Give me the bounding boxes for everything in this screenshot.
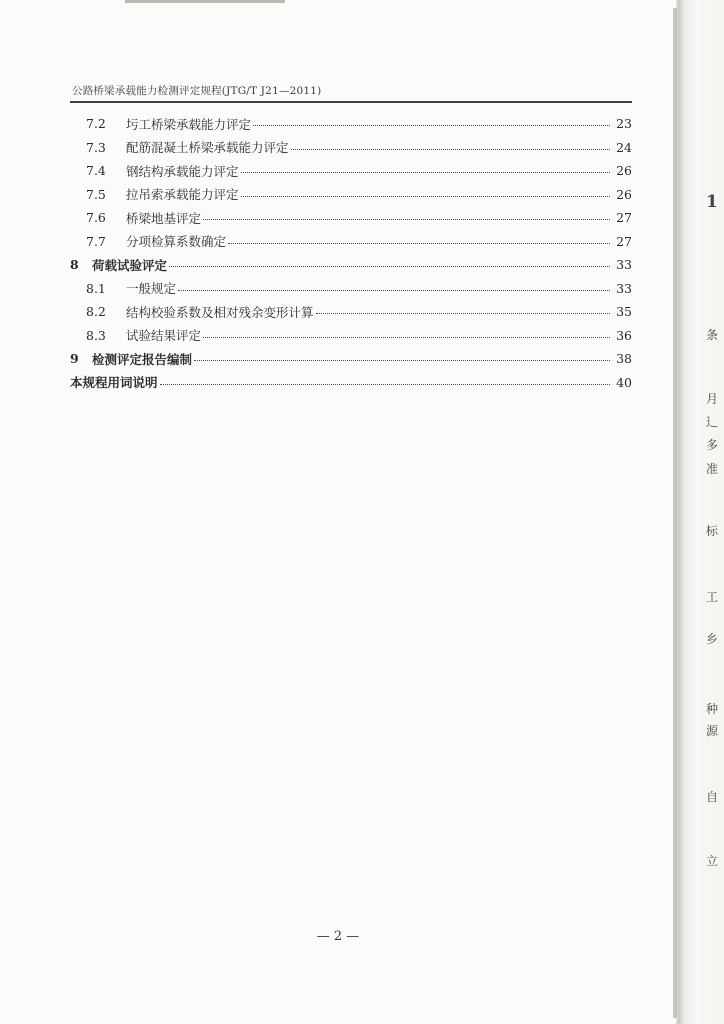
toc-entry-title: 本规程用词说明 [70, 375, 158, 391]
toc-entry-number: 9 [70, 351, 79, 367]
toc-entry-number: 8.2 [86, 304, 106, 320]
toc-entry-title: 钢结构承载能力评定 [126, 163, 239, 179]
page-number: — 2 — [316, 929, 360, 944]
facing-page-glyph: 乡 [706, 632, 719, 646]
facing-page-glyph: 工 [706, 590, 719, 604]
toc-entry-number: 8.3 [86, 327, 106, 343]
toc-entry-title: 拉吊索承载能力评定 [126, 187, 239, 203]
facing-page-glyph: 准 [706, 462, 719, 476]
table-of-contents [70, 112, 632, 394]
facing-page-glyph: 月 [706, 392, 719, 406]
toc-entry-page: 38 [616, 351, 632, 367]
toc-entry-page: 33 [616, 257, 632, 273]
facing-page-glyph: 1 [706, 192, 718, 212]
toc-entry[interactable] [70, 159, 632, 183]
toc-entry-title: 圬工桥梁承载能力评定 [126, 116, 252, 132]
dot-leader [160, 384, 610, 385]
toc-entry-title: 一般规定 [126, 281, 177, 297]
toc-chapter-entry[interactable] [70, 371, 632, 395]
toc-entry-page: 26 [616, 163, 632, 179]
scan-artifact-line [125, 0, 285, 3]
toc-entry-number: 8 [70, 257, 79, 273]
dot-leader [253, 125, 610, 126]
facing-page-glyph: 源 [706, 724, 719, 738]
dot-leader [241, 196, 610, 197]
toc-entry-number: 8.1 [86, 280, 106, 296]
toc-entry[interactable] [70, 183, 632, 207]
toc-entry[interactable] [70, 112, 632, 136]
toc-entry-title: 荷载试验评定 [92, 257, 168, 273]
toc-entry-page: 35 [616, 304, 632, 320]
dot-leader [194, 360, 610, 361]
dot-leader [228, 243, 610, 244]
facing-page-glyph: 多 [706, 438, 719, 452]
dot-leader [203, 219, 610, 220]
dot-leader [291, 149, 610, 150]
toc-entry[interactable] [70, 300, 632, 324]
dot-leader [241, 172, 610, 173]
facing-page-gutter [676, 0, 724, 1024]
toc-entry[interactable] [70, 136, 632, 160]
dot-leader [169, 266, 610, 267]
toc-entry-page: 27 [616, 210, 632, 226]
facing-page-glyph: 自 [706, 790, 719, 804]
toc-entry[interactable] [70, 230, 632, 254]
toc-entry-page: 27 [616, 233, 632, 249]
toc-entry-title: 结构校验系数及相对残余变形计算 [126, 304, 314, 320]
running-header: 公路桥梁承载能力检测评定规程(JTG/T J21—2011) [72, 85, 322, 97]
toc-entry-number: 7.4 [86, 163, 106, 179]
toc-chapter-entry[interactable] [70, 253, 632, 277]
facing-page-glyph: 标 [706, 524, 719, 538]
toc-entry-title: 试验结果评定 [126, 328, 202, 344]
dot-leader [316, 313, 610, 314]
toc-chapter-entry[interactable] [70, 347, 632, 371]
facing-page-glyph: 立 [706, 854, 719, 868]
toc-entry[interactable] [70, 206, 632, 230]
toc-entry[interactable] [70, 324, 632, 348]
facing-page-glyph: 辶 [706, 415, 719, 429]
toc-entry-title: 分项检算系数确定 [126, 234, 227, 250]
toc-entry-page: 33 [616, 280, 632, 296]
toc-entry-page: 26 [616, 186, 632, 202]
dot-leader [178, 290, 610, 291]
toc-entry-title: 桥梁地基评定 [126, 210, 202, 226]
toc-entry-number: 7.3 [86, 139, 106, 155]
dot-leader [203, 337, 610, 338]
toc-entry-title: 检测评定报告编制 [92, 351, 193, 367]
toc-entry-page: 23 [616, 116, 632, 132]
toc-entry-number: 7.5 [86, 186, 106, 202]
toc-entry-number: 7.7 [86, 233, 106, 249]
facing-page-glyph: 条 [706, 328, 719, 342]
page-edge-shadow [673, 8, 677, 1018]
facing-page-glyph: 种 [706, 702, 719, 716]
toc-entry-page: 24 [616, 139, 632, 155]
toc-entry-number: 7.6 [86, 210, 106, 226]
toc-entry-title: 配筋混凝土桥梁承载能力评定 [126, 140, 289, 156]
header-rule [70, 101, 632, 103]
toc-entry[interactable] [70, 277, 632, 301]
toc-entry-number: 7.2 [86, 116, 106, 132]
toc-entry-page: 36 [616, 327, 632, 343]
toc-entry-page: 40 [616, 374, 632, 390]
